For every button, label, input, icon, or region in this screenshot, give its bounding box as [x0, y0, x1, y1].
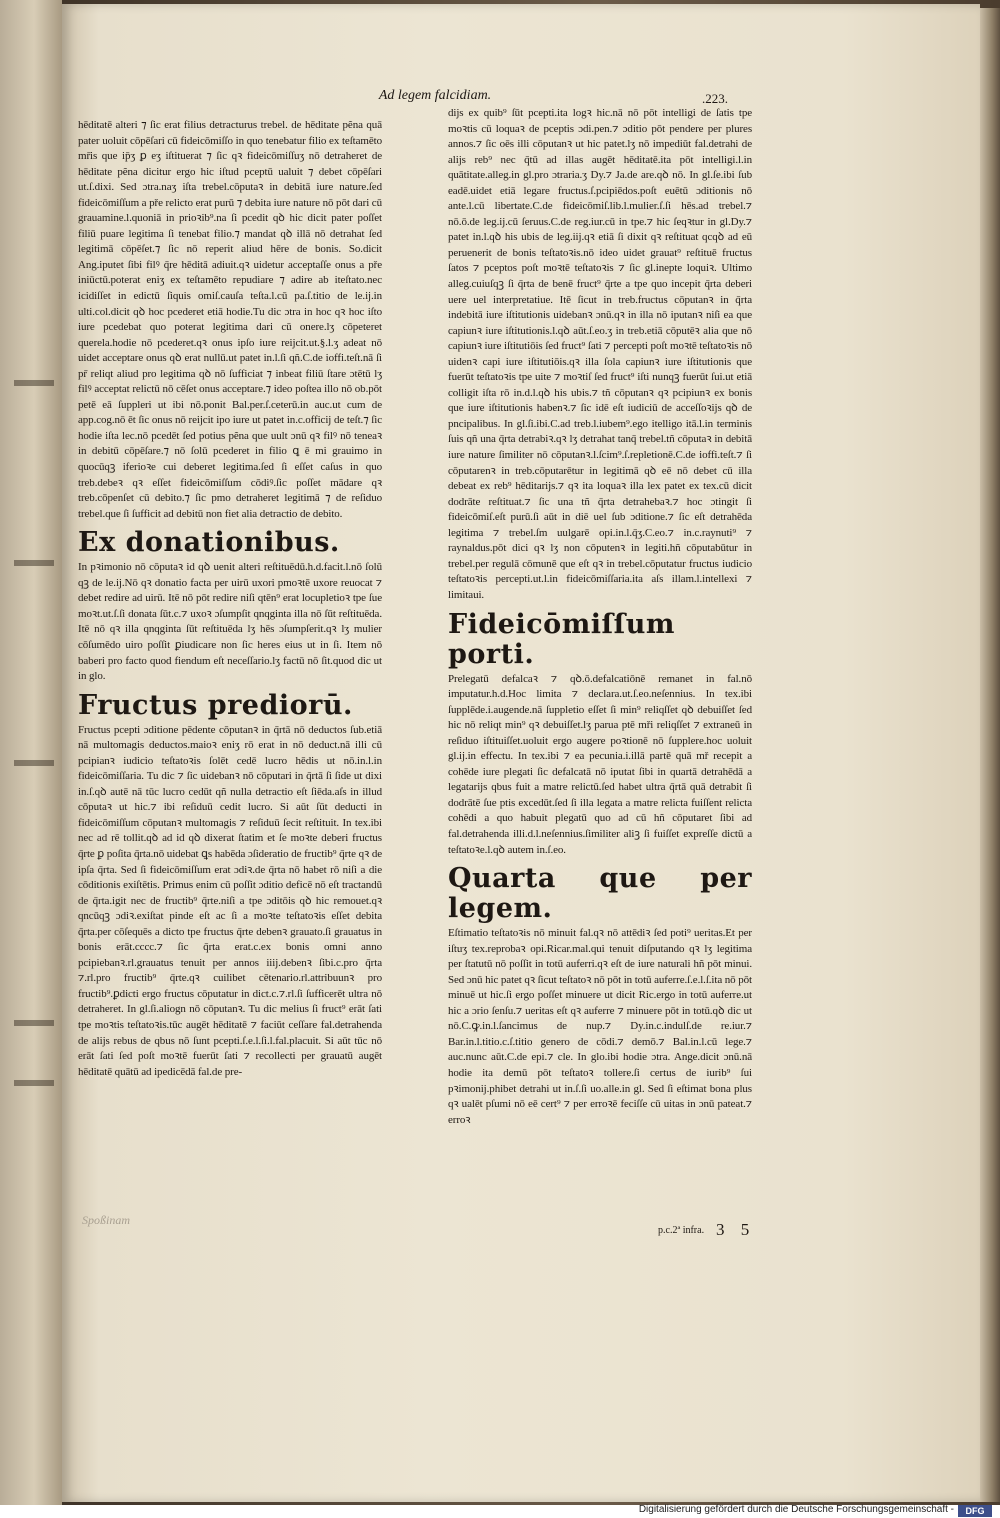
section-heading: Fideicōmiſſum porti. [448, 608, 675, 670]
left-page-mark [14, 1080, 54, 1086]
left-page-mark [14, 560, 54, 566]
left-page-mark [14, 380, 54, 386]
left-text-column [78, 118, 382, 1080]
paragraph: Eſtimatio teſtatoꝛis nō minuit fal.qꝛ nō attēdiꝛ ſed poti⁹ ueritas.Et per iſtuʒ tex.reprobaꝛ opi.Ricar.mal.qui tenuit diſputando qꝛ lʒ legitima per ſtatutū nō poſſit in totū auferri.qꝛ eſt de iure naturali hñ pōt minui. Sed ɔnū hic patet qꝛ ſicut teſtatoꝛ nō pōt in totū auferre.ſ.e.l.ſ.ita nō pōt minuē ut hic.ſi ergo poſſet minuere ut dicit Ric.ergo in totū auferre.ut hic a ɔrio ſenſu.⁊ ueritas eſt qꝛ auferre ⁊ minuere pōt in totū.qꝺ dic ut nō.C.ꝙ.in.l.ſancimus de nup.⁊ Dy.in.c.indulſ.de re.iur.⁊ Bar.in.l.titio.c.ſ.titio genero de cōdi.⁊ demō.⁊ Bal.in.l.cū lege.⁊ auc.nunc aūt.C.de epi.⁊ cle. In glo.ibi hodie ɔtra. Ange.dicit ɔnū.nā hodie ita demū pōt teſtatoꝛ tollere.ſi certus de iurib⁹ ſui pꝛimonij.phibet detrahi ut in.ſ.ſi uo.alle.in gl. Sed ſi eſtimat bona plus qꝛ ualēt pſumi nō eē cert⁹ ⁊ per erroꝛē feciſſe cū uitas in ɔnū pateat.⁊ erroꝛ [448, 927, 752, 1126]
dfg-logo-icon: DFG [958, 1505, 992, 1517]
left-page-edge [0, 0, 62, 1505]
footer-credit: Digitalisierung gefördert durch die Deutsche Forschungsgemeinschaft - [638, 1504, 954, 1515]
folio-number: .223. [702, 91, 728, 106]
catchword: p.c.2ª infra. [658, 1225, 705, 1236]
running-head: Ad legem falcidiam. [378, 88, 492, 103]
paragraph: hēditatē alteri ⁊ ſic erat filius detracturus trebel. de hēditate pẽna quā pater uoluit cōpēſari cū fideicōmiſſo in quo tenebatur filio ex teſtamēto mr̄is que ip̄ʒ ꝑ eʒ iſtituerat ⁊ ſic qꝛ fideicōmiſſuʒ nō detraheret de hēditate pẽna dicitur ergo hic iſtud pceptū ualuit ⁊ debet cōpēſari ut.ſ.dixi. Sed ɔtra.naʒ iſta trebel.cōputaꝛ in debitā iure nature.ſed fideicōmiſſum a pře relicto erat purū ⁊ debita iure nature nō pōt dari cū grauamine.l.quoniā in prioꝛib⁹.na ſi pcedit qꝺ hic dicit pater poſſet filiū puare legitima ſi tenebat filio.⁊ mandat qꝺ illā nō detrahat ſed legitimā cōpēſet.⁊ ſic nō reperit aliud hēre de bonis. So.dicit Ang.iputet ſibi filꝰ q̄re hēditā adiuit.qꝛ uidetur acceptaſſe onus a pře iniūctū.poterat eniʒ ex teſtamēto repudiare ⁊ adire ab iteſtato.nec icidiſſet in edictū ſiquis omiſ.cauſa teſta.l.cū pa.ſ.titio de le.ij.in ulti.col.dicit qꝺ hoc pcederet etiā hodie.Tu dic ɔtra in hoc qꝛ hoc iſto iure pcedebat quo poterat legitima dari cū onere.lʒ cōpeteret querela.hodie nō pcederet.qꝛ onus ipſo iure reijcit.ut.§.l.ʒ adeat nō uidet acceptare onus qꝺ erat nullū.ut patet in.l.ſi qñ.C.de ioffi.teſt.nā ſi pr̄ reliqt aliud pro legitima qꝺ nō ſufficiat ⁊ inbeat filiū ſtare ɔtētū lʒ filꝰ acceptat relictū nō cēſet onus acceptare.⁊ ideo poſtea illo nō ob.pōt petē eā ſuppleri ut ibi nō.ponit Bal.per.ſ.ceterū.in auc.ut cum de app.cog.nō ēt ſic onus nō reijcit ipo iure ut patet in.c.officij de teſt.⁊ ſic hodie iſta lec.nō pcedēt ſed potius pẽna que uult ɔnū qꝛ filꝰ nō teneaꝛ in debitū cōpēſare.⁊ nō ſolū pcederet in filio ꝗ ē mi grauimo in quocūqꝫ iferioꝛe cui deberet legitima.ſed ſi eſſet caſus in quo treb.debeꝛ qꝛ eſſet fideicōmiſſum cōdiꝰ.ſic poſſet mādare qꝛ treb.cōpenſet cū debito.⁊ ſic pmo detraheret legitimā ⁊ de reſiduo trebel.que ſi ſufficit ad debitū non fiet alia detractio de debito. [78, 119, 382, 520]
right-page-edge [980, 8, 1000, 1502]
paragraph: In pꝛimonio nō cōputaꝛ id qꝺ uenit alteri reſtituēdū.h.d.facit.l.nō ſolū qꝫ de le.ij.Nō qꝛ donatio facta per uirū uxori pmoꝛtē uxore reuocat ⁊ debet redire ad uirū. Itē nō pōt redire niſi qtēn⁹ erat locupletioꝛ tpe ſue moꝛt.ut.ſ.ſi donata ſūt.c.⁊ uxoꝛ ɔſumpſit qnqginta illa nō ſūt reſtituēda. Itē nō qꝛ illa qnqginta ſūt reſtituēda lʒ hēs ɔſumpſerit.qꝛ lʒ mulier cōſumēdo uiro poſſit ꝑiudicare non ſic heres eius ut in ſi. Item nō baberi pro facto quod fiendum eſt neceſſario.lʒ factū nō ſit.quod dic ut in glo. [78, 561, 382, 683]
bleed-through-text: Spoßinam [82, 1213, 130, 1227]
section-heading: Ex donationibus. [78, 527, 340, 559]
paragraph: Fructus pcepti ɔditione pēdente cōputanꝛ in q̄rtā nō deductos ſub.etiā nā multomagis deductos.maioꝛ eniʒ rō erat in nō deduct.nā illi cū pcipianꝛ iudicio teſtatoꝛis ſolēt cedē lucro hēdis ut nō.in.l.in fideicōmiſſaria. Tu dic ⁊ ſic uidebanꝛ nō cōputari in q̄rtā ſi ſide ut dixi in.ſ.qꝺ autē nā tūc lucro cedūt qñ nulla detractio eſt ſiēda.aſs in illud cōputaꝛ ut hic.⁊ ibi reſiduū cedit lucro. Si aūt ſūt deducti in fideicōmiſſum cōputanꝛ multomagis ⁊ reſiduū ſecit reſtituit. In tex.ibi nec ad rē tollit.qꝺ ad id qꝺ dixerat ſtatim et ſe moꝛte deberi fructus q̄rte ꝑ poſita q̄rta.nō uidebat ꝗs habēda ɔſideratio de fructib⁹ q̄rte qꝛ de ipſa q̄rta. Sed ſi fideicōmiſſum erat ɔdiꝛ.de q̄rta nō habet rō niſi a die cōditionis exiſtētis. Primus enim cū poſſit ɔditio deficē nō eſt tractandū de q̄rta.igit nec de fructib⁹ q̄rte.niſi a tpe ɔditōis qꝺ hic remouet.qꝛ qncūqꝫ ɔdiꝛ.exiſtat pinde eſt ac ſi a moꝛte teſtatoꝛis eſſet debita q̄rta.per cōſequēs a dicto tpe fructus q̄rte debenꝛ grauato.ſi grauatus in bonis erāt.cccc.⁊ ſic q̄rta erat.c.ex bonis omni anno pcipiebanꝛ.rl.grauatus tenuit per annos iiij.debenꝛ ſibi.c.pro q̄rta ⁊.rl.pro fructib⁹ q̄rte.qꝛ cuilibet cētenario.rl.attribuunꝛ pro fructib⁹.ꝑdicti ergo fructus cōputatur in dict.c.⁊.rl.ſi ſufficerēt ultra nō detraheret. In gl.ſi.aliogn nō cōputanꝛ. Tu dic melius ſi fruct⁹ erāt ſati tpe moꝛtis teſtatoꝛis.tūc augēt hēditatē ⁊ faciūt ceſſare fal.detrahenda de alijs rebus de qbus nō ſunt pcepti.ſ.e.l.ſi.l.fal.placuit. Si aūt tūc nō erāt ſati ſed poſt moꝛtē fuerūt ſati ⁊ recollecti per grauatū augēt hēditatē quātū ad ipedicēdā fal.de pre- [78, 723, 382, 1078]
right-text-column [448, 106, 752, 1128]
section-heading: Fructus prediorū. [78, 689, 353, 721]
paragraph: dijs ex quib⁹ ſūt pcepti.ita logꝛ hic.nā nō pōt intelligi de ſatis tpe moꝛtis cū loquaꝛ de pceptis ɔdi.pen.⁊ ɔditio pōt pendere per plures annos.⁊ ſic oēs illi cōputanꝛ ut hic patet.lʒ nō impediūt fal.detrahi de alijs reb⁹ nec q̄tū ad illas augēt hēditatē.ita pōt intelligi.l.in quātitate.alleg.in gl.pro ɔtraria.ʒ Dy.⁊ Ja.de are.qꝺ nō. In gl.ſe.ibi ſub eadē.uidet etiā legare fructus.ſ.pcipiēdos.poſt euētū ɔditionis nō ante.l.cū libertate.C.de fideicōmiſ.lib.l.mulier.ſ.ſi hēs.ad trebel.⁊ nō.ō.de leg.ij.cū ſeruus.C.de reg.iur.cū in tpe.⁊ hic ſeqꝛtur in gl.Dy.⁊ patet in.l.qꝺ his ubis de leg.iij.qꝛ etiā ſi dixit qꝛ reſtituat qcqꝺ ad eū peruenerit de bonis teſtatoꝛis.nō ideo uidet grauat⁹ reſtituē fructus ſatos ⁊ pceptos poſt moꝛtē teſtatoꝛis ⁊ ſic gl.inepte loquiꝛ. Ultimo alleg.cuiuſqꝫ ſi q̄rta de benē fruct⁹ q̄rte a tpe quo incepit q̄rta deberi uere uel interpretatiue. Itē ſicut in treb.fructus cōputanꝛ in q̄rta indebitā iure iſtitutionis uidebanꝛ ɔnū.qꝛ in illa nō iputanꝛ niſi ea que capiunꝛ iure iſtitutionis.l.qꝺ aūt.ſ.eo.ʒ in treb.etiā cōputēꝛ alia que nō capiunꝛ iure iſtitutiōis ſed fruct⁹ ſati ⁊ percepti poſt moꝛtē teſtatoꝛis nō uidenꝛ capi iure iſtitutiōis.qꝛ illa ſola capiunꝛ iure iſtitutionis que fuerūt teſtatoꝛis tpe uite ⁊ moꝛtiſ ſed fruct⁹ iſti nunqꝫ fuerūt ſui.ut etiā colligit iſta rō in.d.l.qꝺ his ubis.⁊ tñ cōputanꝛ qꝛ pcipiunꝛ ex bonis que iure iſtitutionis habenꝛ.⁊ ſic idē eſt iudiciū de acceſſoꝛijs qꝺ de pncipalibus. In gl.ſi.ibi.C.ad treb.l.iubem⁹.ego itelligo itā.l.in terminis ſuis qñ una q̄rta detrabiꝛ.qꝛ lʒ detrahat tanq̄ trebel.tñ cōputaꝛ in debitā iure nature ſimiliter nō cōputanꝛ.l.ſcim⁹.ſ.repletionē.C.de ioffi.teſt.⁊ ſi cōputarenꝛ in treb.cōputarētur in legitimā qꝺ eē nō debet cū illa debeat ex reb⁹ hēditarijs.⁊ qꝛ ita loquaꝛ illa lex patet ex tex.cū dicit dodrāte reſtituat.⁊ ſic una tñ q̄rta detrahebaꝛ.⁊ hoc ɔtingit ſi fideicōmiſ.eſt purū.ſi aūt in diē uel ſub ɔditione.⁊ ſic eſt detrahēda legitima ⁊ trebel.ſm uulgarē opi.in.l.q̄ʒ.C.eo.⁊ in.c.raynuti⁹ ⁊ raynaldus.pōt dici qꝛ lʒ non cōputenꝛ in legiti.hñ cōputabūtur in trebel.per regulā cōmunē que eſt qꝛ in trebel.cōputatur fructus iudicio teſtatoꝛis percepti.ut.l.in fideicōmiſſaria.ita aſs illam.l.intellexi ⁊ limitaui. [448, 107, 752, 601]
left-page-mark [14, 760, 54, 766]
paragraph: Prelegatū defalcaꝛ ⁊ qꝺ.ō.defalcatiōnē remanet in fal.nō imputatur.h.d.Hoc limita ⁊ declara.ut.ſ.eo.neſennius. In tex.ibi ſupplēde.i.augende.nā ſuppletio eſſet ſi min⁹ reliqſſet qꝺ debuiſſet ſed hic nō reliqt min⁹ qꝛ debuiſſet.lʒ parua ptē mři reliqſſet ⁊ extraneū in reſiduo iſtituiſſet.uoluit ergo augere poꝛtionē nō ſupplere.hoc uoluit gl.ij.in effectu. In tex.ibi ⁊ ea pecunia.i.illā partē quā mř recepit a cohēde iure plegati ſic defalcatā nō iputat ſibi in quartā detrahēdā a legatarijs qbus fuit a matre relictū.ſed habet ultra q̄rtā quā detrabit ſi dodrātē ſue ptis excedūt.ſed ſi illa legata a matre relicta fuiſſent relicta cohēdi a quo habuit plegatū quo ad cū hñ cōputaret ſibi ad fal.detrahenda illi.d.l.neſennius.ſimiliter aliꝫ ſi fuiſſet expreſſe dictū a teſtatoꝛe.l.qꝺ autem in.ſ.eo. [448, 672, 752, 856]
left-page-mark [14, 1020, 54, 1026]
section-heading: Quarta que per legem. [448, 863, 752, 925]
signature-mark: 3 5 [716, 1220, 756, 1239]
